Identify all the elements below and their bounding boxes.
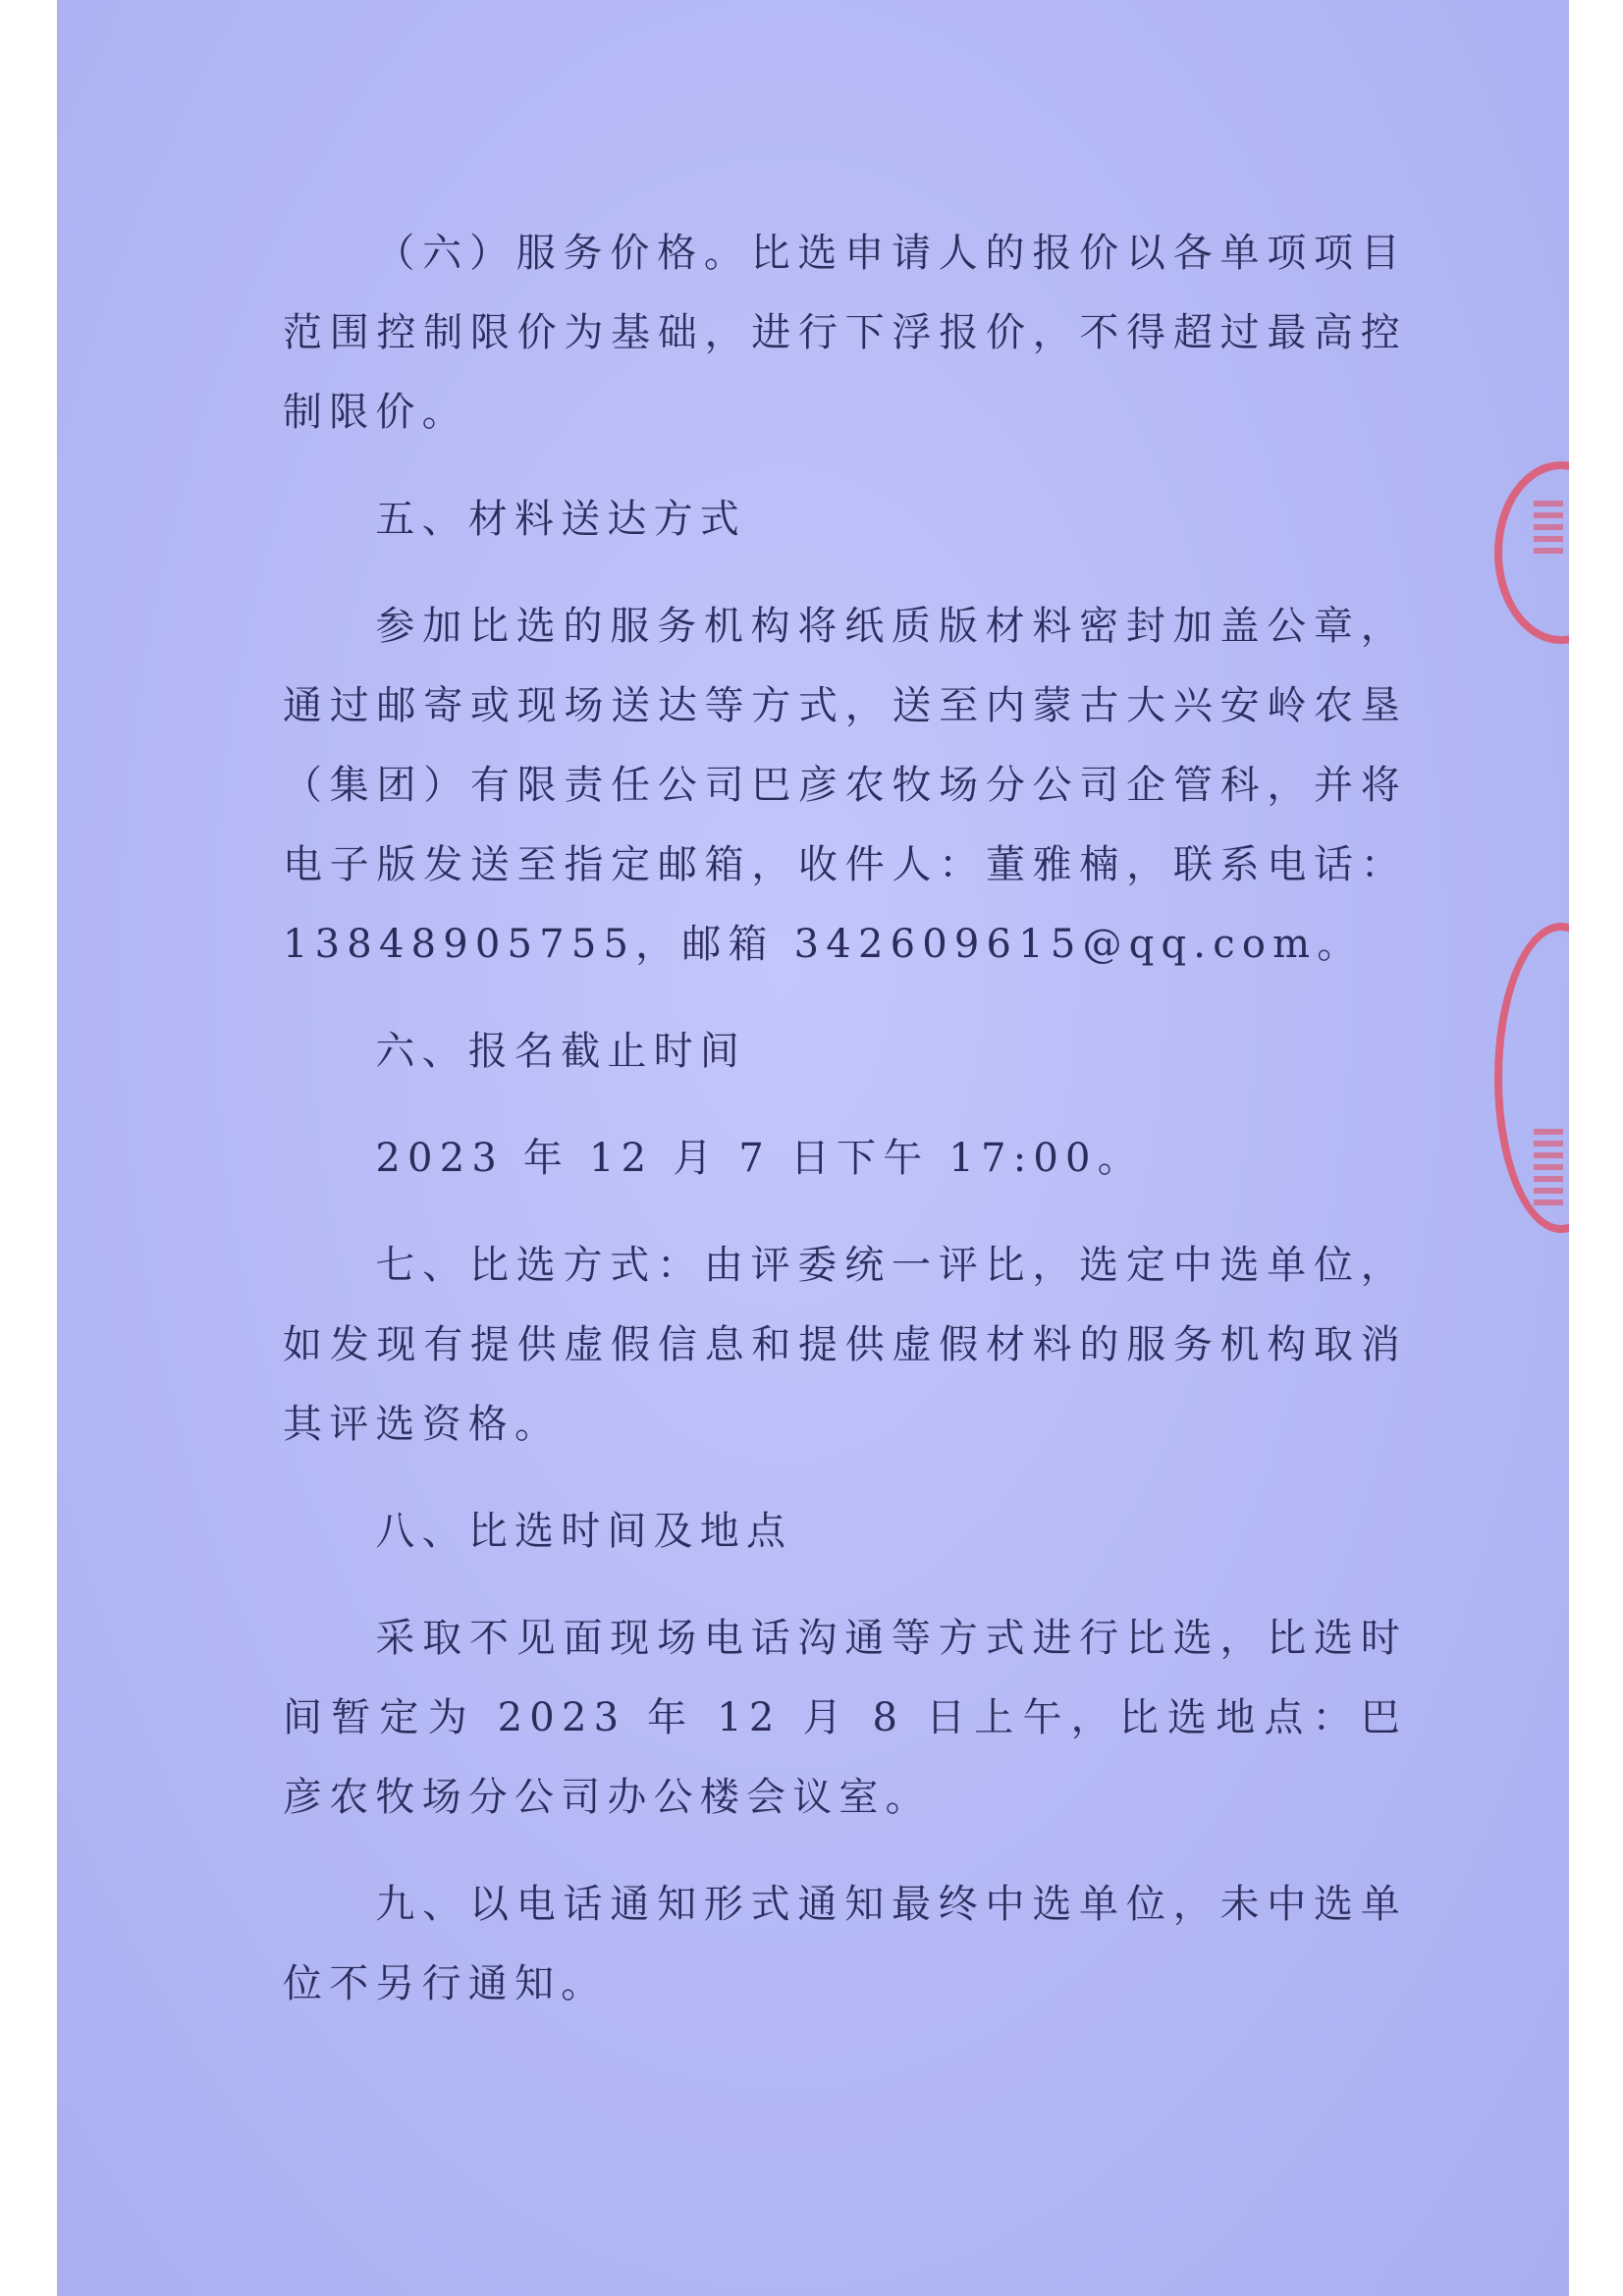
- heading-registration-deadline: 六、报名截止时间: [375, 1029, 746, 1074]
- document-page: [57, 0, 1569, 2296]
- paragraph-delivery-method: 参加比选的服务机构将纸质版材料密封加盖公章，通过邮寄或现场送达等方式，送至内蒙古大兴安岭农垦（集团）有限责任公司巴彦农牧场分公司企管科，并将电子版发送至指定邮箱，收件人：董雅楠，联系电话：13848905755，邮箱 342609615@qq.com。: [283, 604, 1407, 967]
- seal-text-mark: [1534, 501, 1563, 560]
- paragraph-notification: 九、以电话通知形式通知最终中选单位，未中选单位不另行通知。: [283, 1882, 1407, 2006]
- heading-selection-time-place: 八、比选时间及地点: [375, 1509, 793, 1554]
- document-body: [283, 214, 1407, 2024]
- heading-delivery-method: 五、材料送达方式: [375, 497, 746, 542]
- seal-text-mark: [1534, 1129, 1563, 1207]
- paragraph-registration-deadline: 2023 年 12 月 7 日下午 17:00。: [375, 1136, 1144, 1181]
- paragraph-selection-time-place: 采取不见面现场电话沟通等方式进行比选，比选时间暂定为 2023 年 12 月 8 日上午，比选地点：巴彦农牧场分公司办公楼会议室。: [283, 1616, 1407, 1820]
- paragraph-service-price: （六）服务价格。比选申请人的报价以各单项项目范围控制限价为基础，进行下浮报价，不得超过最高控制限价。: [283, 231, 1407, 435]
- paragraph-selection-method: 七、比选方式：由评委统一评比，选定中选单位，如发现有提供虚假信息和提供虚假材料的服务机构取消其评选资格。: [283, 1243, 1407, 1447]
